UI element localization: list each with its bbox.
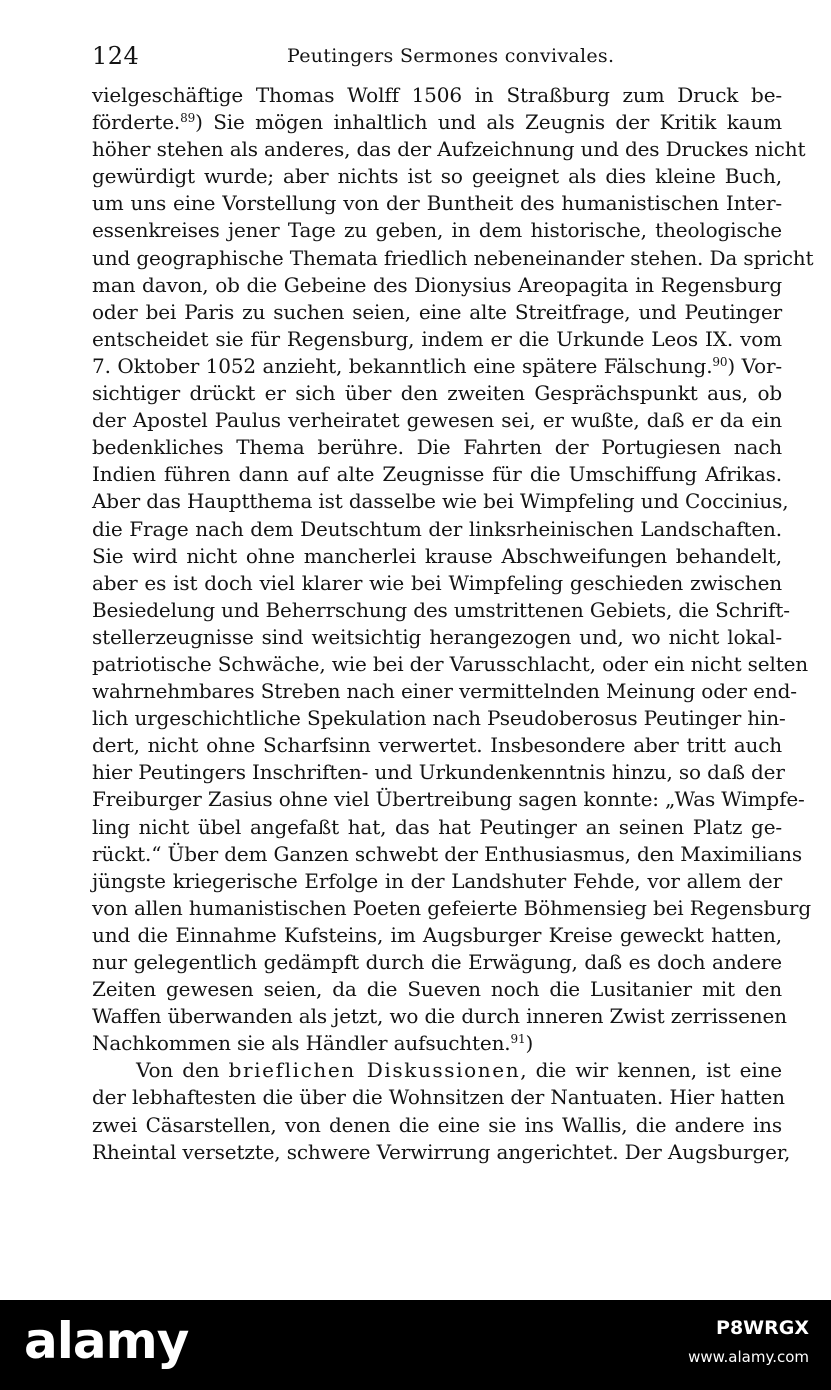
- text-line: [92, 895, 811, 922]
- text-line: [92, 1057, 782, 1084]
- text-line: [92, 380, 782, 407]
- text-run: um uns eine Vorstellung von der Buntheit des humanistischen Inter-: [92, 191, 782, 216]
- text-run: ) Sie mögen inhaltlich und als Zeugnis der Kritik kaum: [195, 110, 782, 135]
- text-line: [92, 163, 782, 190]
- text-run: nur gelegentlich gedämpft durch die Erwägung, daß es doch andere: [92, 950, 782, 974]
- text-run: lich urgeschichtliche Spekulation nach Pseudoberosus Peutinger hin-: [92, 706, 786, 731]
- text-run: Rheintal versetzte, schwere Verwirrung angerichtet. Der Augsburger,: [92, 1139, 791, 1164]
- text-run: Nachkommen sie als Händler aufsuchten.: [92, 1031, 511, 1056]
- text-run: ling nicht übel angefaßt hat, das hat Peutinger an seinen Platz ge-: [92, 814, 782, 839]
- text-line: [92, 732, 782, 759]
- text-line: [92, 488, 789, 515]
- text-run: man davon, ob die Gebeine des Dionysius Areopagita in Regensburg: [92, 272, 782, 297]
- text-run: wahrnehmbares Streben nach einer vermittelnden Meinung oder end-: [92, 679, 797, 704]
- text-run: Indien führen dann auf alte Zeugnisse für die Umschiffung Afrikas.: [92, 462, 782, 487]
- text-run: Aber das Hauptthema ist dasselbe wie bei Wimpfeling und Coccinius,: [92, 489, 789, 514]
- text-run: entscheidet sie für Regensburg, indem er die Urkunde Leos IX. vom: [92, 326, 782, 351]
- text-line: [92, 109, 782, 136]
- text-run: der Apostel Paulus verheiratet gewesen sei, er wußte, daß er da ein: [92, 408, 782, 433]
- body-text: [92, 82, 814, 1166]
- text-line: [92, 353, 782, 380]
- text-run: jüngste kriegerische Erfolge in der Landshuter Fehde, vor allem der: [92, 868, 782, 893]
- site-url: www.alamy.com: [688, 1348, 809, 1366]
- text-line: [92, 136, 806, 163]
- text-run: oder bei Paris zu suchen seien, eine alte Streitfrage, und Peutinger: [92, 299, 782, 324]
- text-run: und geographische Themata friedlich nebeneinander stehen. Da spricht: [92, 245, 814, 270]
- text-run: 7. Oktober 1052 anzieht, bekanntlich eine spätere Fälschung.: [92, 353, 713, 378]
- text-run: Besiedelung und Beherrschung des umstrittenen Gebiets, die Schrift-: [92, 597, 790, 622]
- text-run: der lebhaftesten die über die Wohnsitzen der Nantuaten. Hier hatten: [92, 1085, 785, 1110]
- text-line: [92, 461, 782, 488]
- text-line: [92, 516, 782, 543]
- text-run: und die Einnahme Kufsteins, im Augsburger Kreise geweckt hatten,: [92, 922, 782, 947]
- text-line: [92, 190, 782, 217]
- text-line: [92, 705, 786, 732]
- text-run: Sie wird nicht ohne mancherlei krause Abschweifungen behandelt,: [92, 543, 782, 568]
- text-line: [92, 272, 782, 299]
- text-run: rückt.“ Über dem Ganzen schwebt der Enthusiasmus, den Maximilians: [92, 841, 802, 866]
- text-line: [92, 786, 805, 813]
- text-line: [92, 759, 785, 786]
- text-line: [92, 949, 782, 976]
- text-line: [92, 922, 782, 949]
- text-line: [92, 624, 782, 651]
- text-run: aber es ist doch viel klarer wie bei Wimpfeling geschieden zwischen: [92, 570, 782, 595]
- image-id: P8WRGX: [716, 1317, 809, 1339]
- text-line: [92, 245, 814, 272]
- running-title: Peutingers Sermones convivales.: [287, 45, 615, 67]
- text-run: sichtiger drückt er sich über den zweiten Gesprächspunkt aus, ob: [92, 381, 782, 406]
- text-line: [92, 299, 782, 326]
- text-run: hier Peutingers Inschriften- und Urkundenkenntnis hinzu, so daß der: [92, 760, 785, 785]
- text-run: gewürdigt wurde; aber nichts ist so geeignet als dies kleine Buch,: [92, 164, 782, 189]
- text-line: [92, 1003, 787, 1030]
- text-line: [92, 434, 782, 461]
- text-run: essenkreises jener Tage zu geben, in dem historische, theologische: [92, 218, 782, 243]
- text-line: [92, 597, 790, 624]
- text-line: [92, 407, 782, 434]
- text-run: , die wir kennen, ist eine: [520, 1058, 782, 1083]
- footnote-marker: 90: [712, 354, 728, 369]
- footnote-marker: 89: [180, 111, 196, 126]
- text-run: brieflichen Diskussionen: [228, 1058, 521, 1083]
- text-line: [92, 868, 782, 895]
- text-line: [92, 326, 782, 353]
- text-run: dert, nicht ohne Scharfsinn verwertet. Insbesondere aber tritt auch: [92, 733, 782, 758]
- text-run: förderte.: [92, 110, 181, 135]
- text-run: Waffen überwanden als jetzt, wo die durch inneren Zwist zerrissenen: [92, 1004, 787, 1029]
- text-line: [92, 814, 782, 841]
- text-line: [92, 543, 782, 570]
- text-line: [92, 651, 809, 678]
- text-line: [92, 1030, 782, 1057]
- text-line: [92, 841, 802, 868]
- text-line: [92, 678, 797, 705]
- text-run: Von den: [136, 1058, 229, 1083]
- footnote-marker: 91: [510, 1032, 526, 1047]
- text-line: [92, 1139, 791, 1166]
- brand-logo: alamy: [24, 1312, 189, 1370]
- watermark-banner: [0, 1300, 831, 1390]
- text-run: patriotische Schwäche, wie bei der Varusschlacht, oder ein nicht selten: [92, 651, 809, 676]
- text-run: Freiburger Zasius ohne viel Übertreibung sagen konnte: „Was Wimpfe-: [92, 787, 805, 812]
- text-run: vielgeschäftige Thomas Wolff 1506 in Straßburg zum Druck be-: [92, 83, 782, 107]
- text-line: [92, 570, 782, 597]
- text-run: Zeiten gewesen seien, da die Sueven noch die Lusitanier mit den: [92, 977, 782, 1002]
- text-run: ) Vor-: [727, 353, 782, 378]
- text-line: [92, 1112, 782, 1139]
- text-line: [92, 1084, 785, 1111]
- text-run: bedenkliches Thema berühre. Die Fahrten der Portugiesen nach: [92, 435, 782, 460]
- text-run: ): [525, 1031, 534, 1056]
- text-run: von allen humanistischen Poeten gefeierte Böhmensieg bei Regensburg: [92, 895, 811, 920]
- text-run: stellerzeugnisse sind weitsichtig herangezogen und, wo nicht lokal-: [92, 624, 782, 649]
- page-header: [92, 42, 782, 74]
- text-run: die Frage nach dem Deutschtum der linksrheinischen Landschaften.: [92, 516, 782, 541]
- text-run: höher stehen als anderes, das der Aufzeichnung und des Druckes nicht: [92, 137, 806, 162]
- text-line: [92, 217, 782, 244]
- text-line: [92, 976, 782, 1003]
- text-run: zwei Cäsarstellen, von denen die eine sie ins Wallis, die andere ins: [92, 1112, 782, 1137]
- text-line: [92, 82, 782, 109]
- page-number: 124: [92, 42, 140, 70]
